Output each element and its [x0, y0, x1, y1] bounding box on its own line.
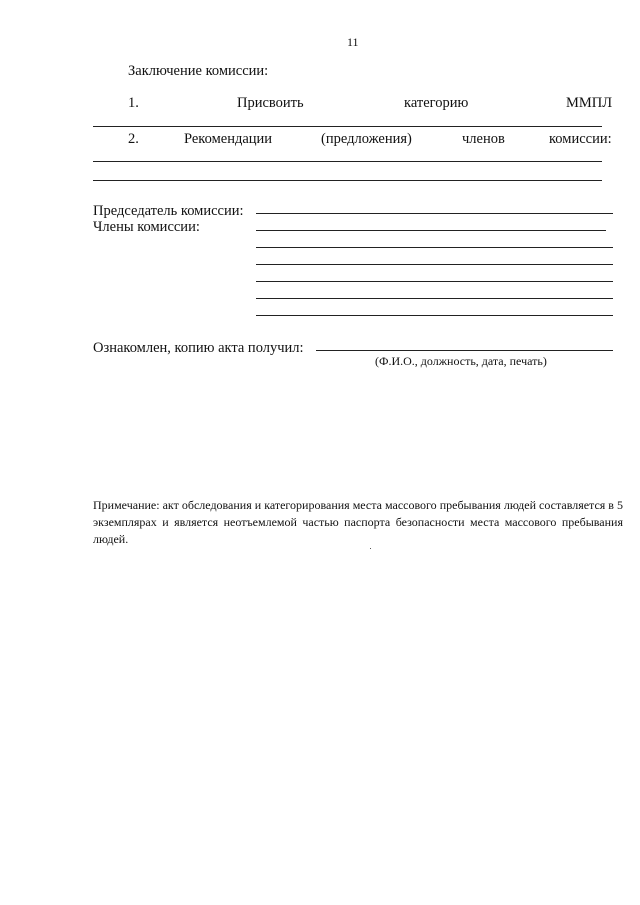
- member-signature-line-3[interactable]: [256, 264, 613, 265]
- member-signature-line-4[interactable]: [256, 281, 613, 282]
- note-paragraph: Примечание: акт обследования и категорирования места массового пребывания людей составляется в 5 экземплярах и является неотъемлемой частью паспорта безопасности места массового пребывания людей.: [93, 498, 623, 546]
- chairman-label: Председатель комиссии:: [93, 203, 244, 219]
- member-signature-line-5[interactable]: [256, 298, 613, 299]
- chairman-signature-line[interactable]: [256, 213, 613, 214]
- recommendations-line-1[interactable]: [93, 161, 602, 162]
- item-2-word-recommendations: Рекомендации: [184, 131, 273, 147]
- acknowledgement-line[interactable]: [316, 350, 613, 351]
- scan-speck: [370, 548, 371, 549]
- item-1-fill-line[interactable]: [93, 126, 602, 127]
- item-1-word-category: категорию: [404, 95, 469, 111]
- conclusion-heading: Заключение комиссии:: [128, 63, 269, 79]
- acknowledgement-label: Ознакомлен, копию акта получил:: [93, 340, 304, 356]
- member-signature-line-6[interactable]: [256, 315, 613, 316]
- item-2-number: 2.: [128, 131, 139, 147]
- item-2-word-members: членов: [462, 131, 505, 147]
- recommendations-line-2[interactable]: [93, 180, 602, 181]
- acknowledgement-caption: (Ф.И.О., должность, дата, печать): [375, 354, 547, 368]
- members-label: Члены комиссии:: [93, 219, 200, 235]
- item-2-word-commission: комиссии:: [549, 131, 612, 147]
- item-2-word-proposals: (предложения): [321, 131, 412, 147]
- member-signature-line-2[interactable]: [256, 247, 613, 248]
- page-number: 11: [347, 35, 359, 49]
- item-1-word-mmpl: ММПЛ: [566, 95, 613, 111]
- item-1-number: 1.: [128, 95, 139, 111]
- item-1-word-assign: Присвоить: [237, 95, 304, 111]
- member-signature-line-1[interactable]: [256, 230, 606, 231]
